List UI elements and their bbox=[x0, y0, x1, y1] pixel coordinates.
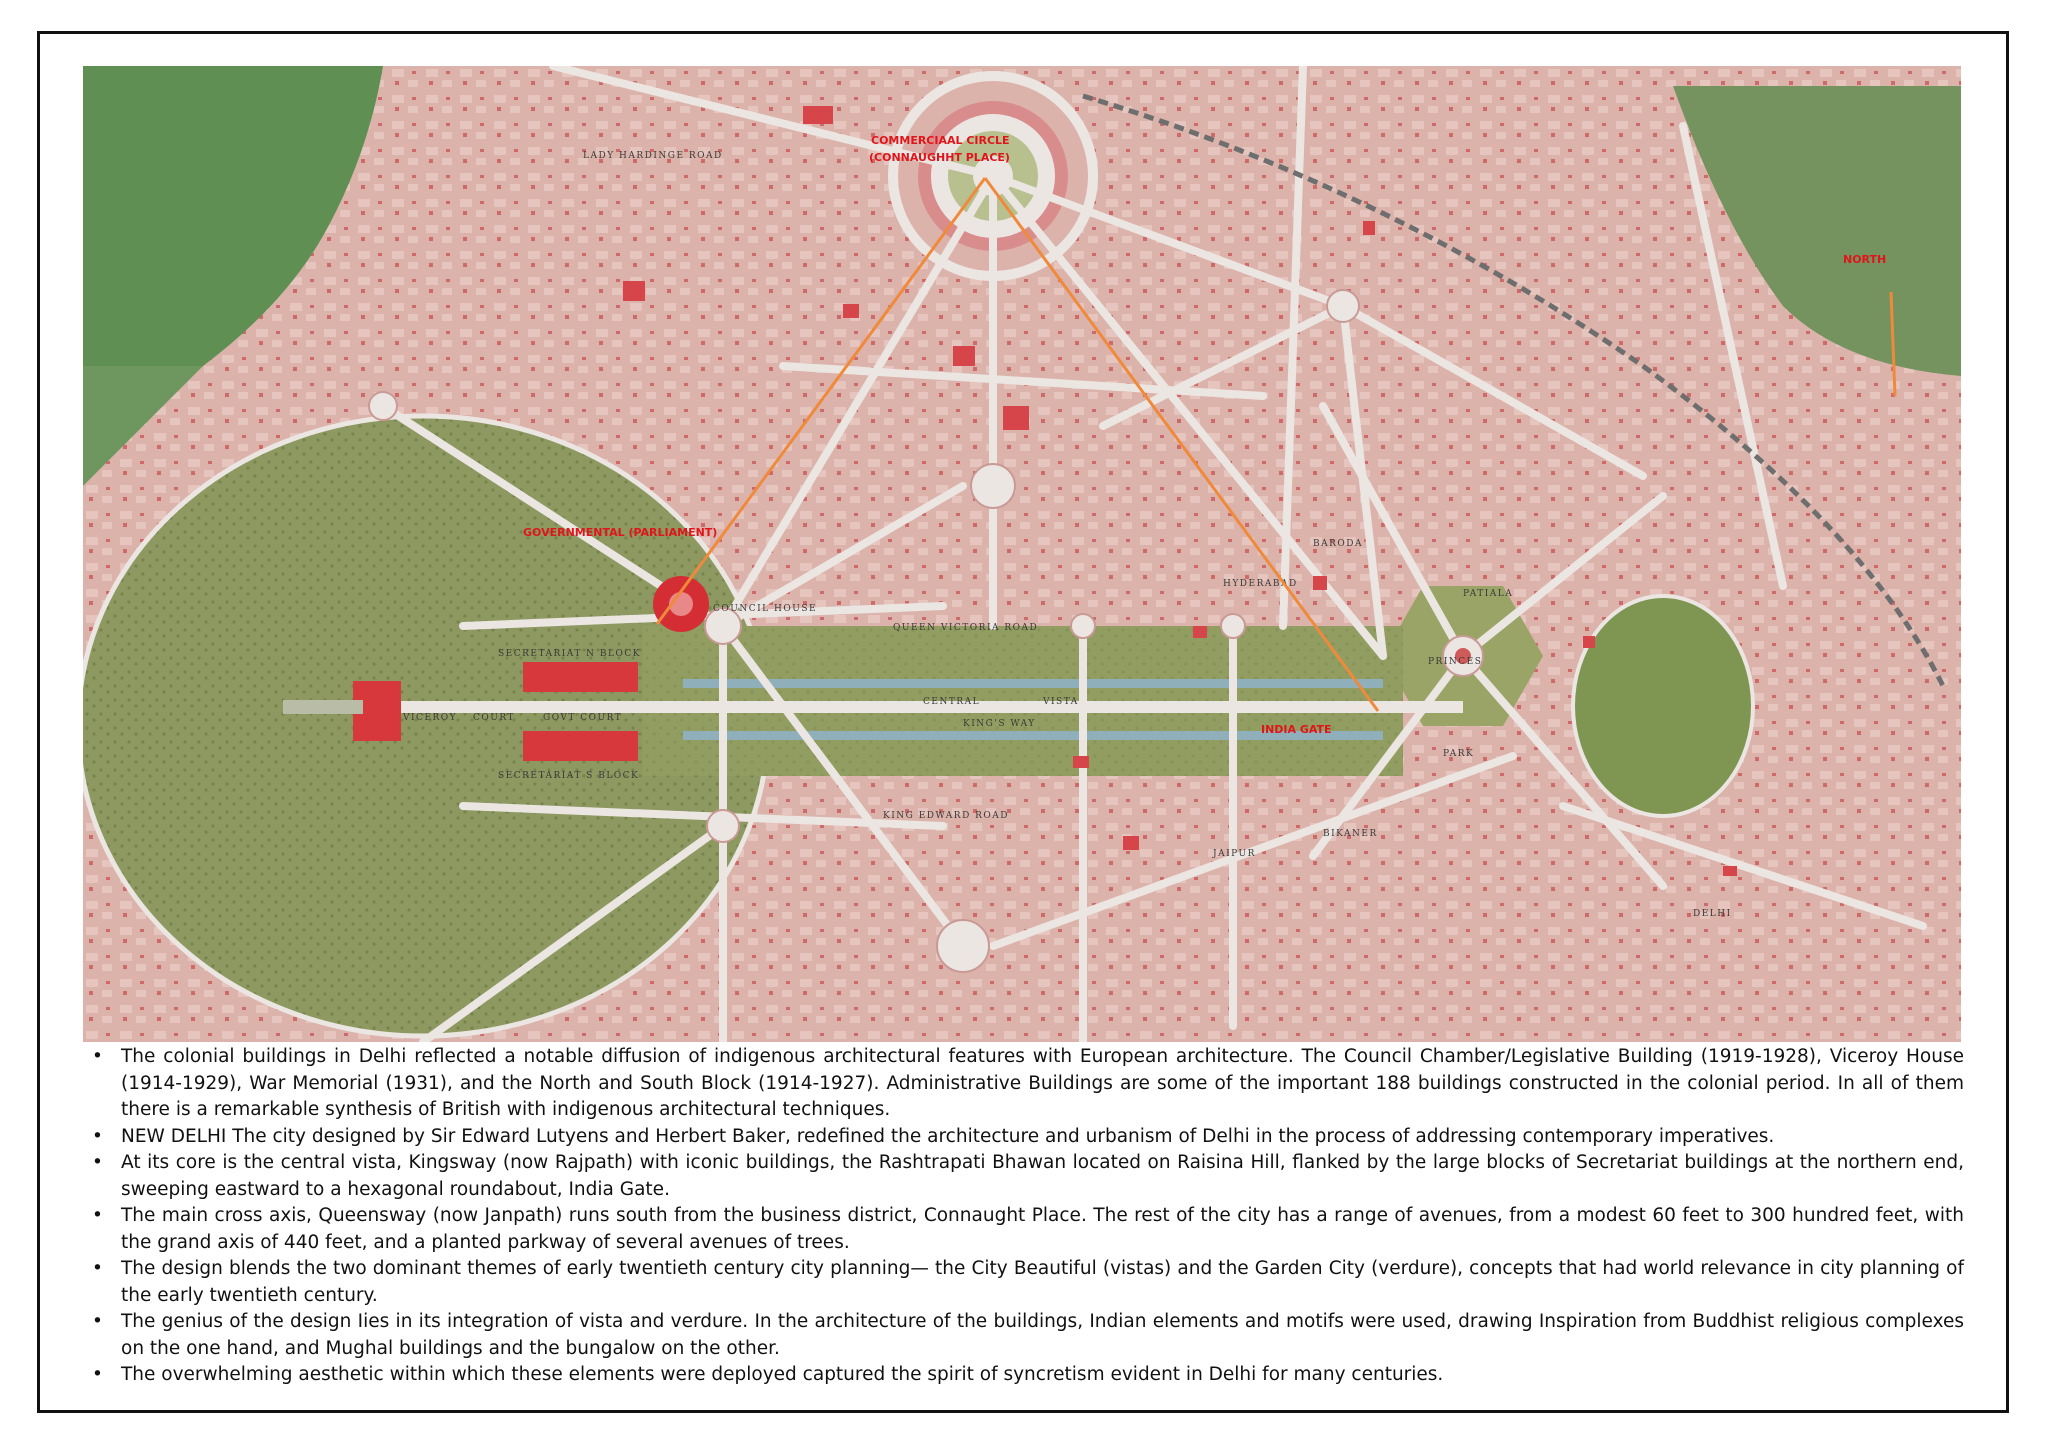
map-label-patiala: PATIALA bbox=[1463, 589, 1514, 599]
map-label-jaipur: JAIPUR bbox=[1213, 849, 1256, 859]
map-label-viceroy: VICEROY bbox=[403, 713, 458, 723]
notes-list bbox=[86, 1044, 1964, 1389]
map-label-bikaner: BIKANER bbox=[1323, 829, 1378, 839]
new-delhi-map bbox=[83, 66, 1961, 1042]
map-label-hyderabad: HYDERABAD bbox=[1223, 579, 1298, 589]
map-label-kingsway: KING'S WAY bbox=[963, 719, 1036, 729]
note-item: • The genius of the design Iies in its integration of vista and verdure. In the architecture of the buildings, Indian elements and motifs were used, drawing Inspiration from Buddhist religious complexes on the one hand, and Mughal buildings and the bungalow on the other. bbox=[86, 1309, 1964, 1362]
roundabout bbox=[971, 464, 1015, 508]
roundabout bbox=[369, 392, 397, 420]
note-item: • The main cross axis, Queensway (now Janpath) runs south from the business district, Connaught Place. The rest of the city has a range of avenues, from a modest 60 feet to 300 hundred feet, with the grand axis of 440 feet, and a planted parkway of several avenues of trees. bbox=[86, 1203, 1964, 1256]
map-label-secretariat-north: SECRETARIAT N BLOCK bbox=[498, 649, 641, 659]
roundabout bbox=[1327, 290, 1359, 322]
map-label-lady-hardinge-road: LADY HARDINGE ROAD bbox=[583, 151, 723, 161]
north-block bbox=[523, 662, 638, 692]
map-label-king-edward-road: KING EDWARD ROAD bbox=[883, 811, 1010, 821]
roundabout bbox=[707, 810, 739, 842]
map-label-vista: VISTA bbox=[1043, 697, 1079, 707]
roundabout bbox=[1071, 614, 1095, 638]
annotation-india-gate: INDIA GATE bbox=[1261, 723, 1332, 736]
note-item: • The design blends the two dominant themes of early twentieth century city planning— the City Beautiful (vistas) and the Garden City (verdure), concepts that had world relevance in city planning of the early twentieth century. bbox=[86, 1256, 1964, 1309]
annotation-connaught-place: (CONNAUGHHT PLACE) bbox=[869, 151, 1010, 164]
note-item: • At its core is the central vista, Kingsway (now Rajpath) with iconic buildings, the Rashtrapati Bhawan located on Raisina Hill, flanked by the large blocks of Secretariat buildings at the northern end, sweeping eastward to a hexagonal roundabout, India Gate. bbox=[86, 1150, 1964, 1203]
map-label-court: COURT bbox=[473, 713, 515, 723]
south-block bbox=[523, 731, 638, 761]
roundabout bbox=[1221, 614, 1245, 638]
map-label-central: CENTRAL bbox=[923, 697, 981, 707]
note-item: • The overwhelming aesthetic within which these elements were deployed captured the spirit of syncretism evident in Delhi for many centuries. bbox=[86, 1362, 1964, 1389]
map-label-delhi: DELHI bbox=[1693, 909, 1732, 919]
note-item: • NEW DELHI The city designed by Sir Edward Lutyens and Herbert Baker, redefined the architecture and urbanism of Delhi in the process of addressing contemporary imperatives. bbox=[86, 1124, 1964, 1151]
map-label-govt-court: GOVT COURT bbox=[543, 713, 623, 723]
map-label-park: PARK bbox=[1443, 749, 1475, 759]
map-label-princes: PRINCES bbox=[1428, 657, 1483, 667]
map-label-secretariat-south: SECRETARIAT S BLOCK bbox=[498, 771, 640, 781]
roundabout bbox=[937, 920, 989, 972]
annotation-commercial-circle: COMMERCIAAL CIRCLE bbox=[871, 134, 1010, 147]
canal-north bbox=[683, 679, 1383, 688]
annotation-governmental: GOVERNMENTAL (PARLIAMENT) bbox=[523, 526, 718, 539]
map-label-baroda: BARODA bbox=[1313, 539, 1363, 549]
map-label-council-house: COUNCIL HOUSE bbox=[713, 604, 818, 614]
map-label-queen-victoria-road: QUEEN VICTORIA ROAD bbox=[893, 623, 1039, 633]
note-item: • The colonial buildings in Delhi reflected a notable diffusion of indigenous architectural features with European architecture. The Council Chamber/Legislative Building (1919-1928), Viceroy House (1914-1929), War Memorial (1931), and the North and South Block (1914-1927). Administrative Buildings are some of the important 188 buildings constructed in the colonial period. In all of them there is a remarkable synthesis of British with indigenous architectural techniques. bbox=[86, 1044, 1964, 1124]
annotation-north: NORTH bbox=[1843, 253, 1887, 266]
